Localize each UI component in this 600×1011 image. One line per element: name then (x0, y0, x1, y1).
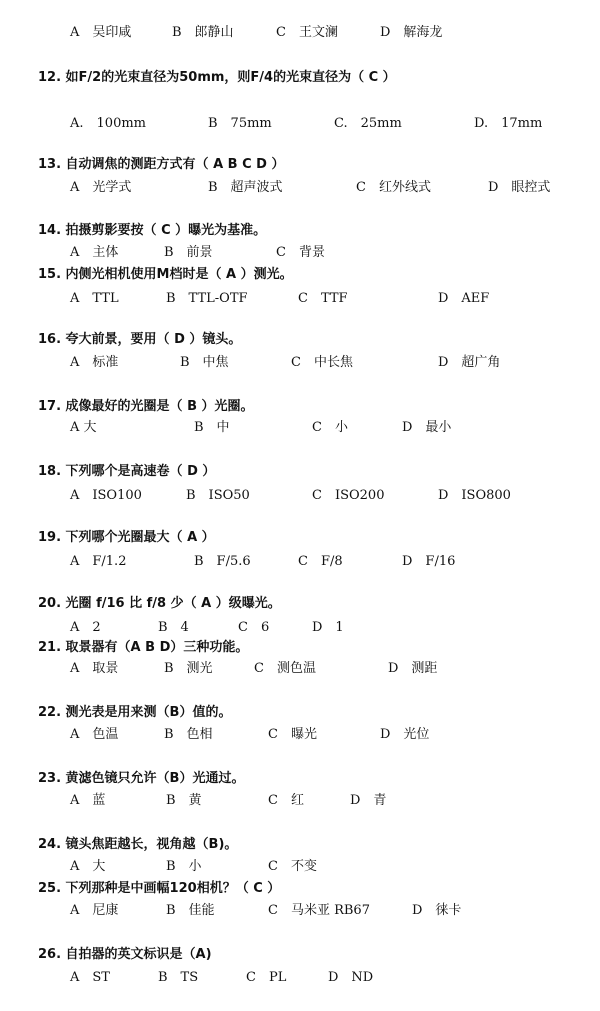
option-a: A 2 (70, 620, 101, 635)
option-b: B 小 (166, 859, 202, 874)
option-a: A. 100mm (70, 116, 146, 131)
options-row (0, 241, 600, 259)
question-26: 26. 自拍器的英文标识是（A) (38, 947, 212, 962)
option-c: C 马米亚 RB67 (268, 903, 370, 918)
option-c: C. 25mm (334, 116, 402, 131)
question-25: 25. 下列那种是中画幅120相机？（ C ） (38, 881, 281, 896)
question-12: 12. 如F/2的光束直径为50mm，则F/4的光束直径为（ C ） (38, 70, 396, 85)
option-c: C PL (246, 970, 287, 985)
option-a: A 大 (70, 420, 97, 435)
question-23: 23. 黄滤色镜只允许（B）光通过。 (38, 771, 245, 786)
option-d: D 最小 (402, 420, 452, 435)
option-a: A 吴印咸 (70, 25, 132, 40)
question-14: 14. 拍摄剪影要按（ C ）曝光为基准。 (38, 223, 267, 238)
option-c: C ISO200 (312, 488, 385, 503)
question-24: 24. 镜头焦距越长，视角越（B)。 (38, 837, 238, 852)
option-c: C 红外线式 (356, 180, 431, 195)
options-row (0, 966, 600, 984)
option-b: B 75mm (208, 116, 272, 131)
options-row (0, 550, 600, 568)
option-b: B 中 (194, 420, 230, 435)
options-row (0, 176, 600, 194)
options-row (0, 855, 600, 873)
question-19: 19. 下列哪个光圈最大（ A ） (38, 530, 215, 545)
option-b: B 中焦 (180, 355, 229, 370)
question-17: 17. 成像最好的光圈是（ B ）光圈。 (38, 399, 254, 414)
options-row (0, 789, 600, 807)
option-c: C 背景 (276, 245, 325, 260)
options-row (0, 416, 600, 434)
options-row (0, 351, 600, 369)
option-c: C 红 (268, 793, 304, 808)
option-c: C 测色温 (254, 661, 316, 676)
option-d: D ISO800 (438, 488, 511, 503)
options-row (0, 899, 600, 917)
option-a: A F/1.2 (70, 554, 127, 569)
option-d: D AEF (438, 291, 490, 306)
question-22: 22. 测光表是用来测（B）值的。 (38, 705, 232, 720)
question-21: 21. 取景器有（A B D）三种功能。 (38, 640, 249, 655)
option-b: B 测光 (164, 661, 213, 676)
option-a: A 大 (70, 859, 106, 874)
option-a: A 尼康 (70, 903, 119, 918)
question-13: 13. 自动调焦的测距方式有（ A B C D ） (38, 157, 285, 172)
option-d: D 超广角 (438, 355, 501, 370)
option-a: A 光学式 (70, 180, 132, 195)
option-a: A TTL (70, 291, 119, 306)
options-row (0, 287, 600, 305)
option-a: A ST (70, 970, 110, 985)
option-d: D 测距 (388, 661, 438, 676)
option-a: A 色温 (70, 727, 119, 742)
option-d: D. 17mm (474, 116, 543, 131)
option-c: C 中长焦 (291, 355, 353, 370)
option-c: C 不变 (268, 859, 317, 874)
options-row (0, 21, 600, 39)
option-b: B 郎静山 (172, 25, 234, 40)
option-c: C 王文澜 (276, 25, 338, 40)
option-b: B 超声波式 (208, 180, 283, 195)
question-20: 20. 光圈 f/16 比 f/8 少（ A ）级曝光。 (38, 596, 281, 611)
option-b: B F/5.6 (194, 554, 251, 569)
option-c: C 6 (238, 620, 270, 635)
options-row (0, 484, 600, 502)
options-row (0, 657, 600, 675)
option-d: D 光位 (380, 727, 430, 742)
option-d: D F/16 (402, 554, 456, 569)
option-d: D 青 (350, 793, 387, 808)
option-d: D 1 (312, 620, 344, 635)
option-b: B TS (158, 970, 199, 985)
options-row (0, 616, 600, 634)
question-16: 16. 夸大前景，要用（ D ）镜头。 (38, 332, 242, 347)
option-a: A 取景 (70, 661, 119, 676)
options-row (0, 723, 600, 741)
option-a: A 蓝 (70, 793, 106, 808)
option-a: A 标准 (70, 355, 119, 370)
option-b: B 佳能 (166, 903, 215, 918)
option-b: B 色相 (164, 727, 213, 742)
option-a: A 主体 (70, 245, 119, 260)
option-c: C 小 (312, 420, 348, 435)
option-c: C 曝光 (268, 727, 317, 742)
option-d: D 徕卡 (412, 903, 462, 918)
question-15: 15. 内侧光相机使用M档时是（ A ）测光。 (38, 267, 293, 282)
option-b: B 前景 (164, 245, 213, 260)
option-a: A ISO100 (70, 488, 142, 503)
options-row (0, 112, 600, 130)
option-d: D 解海龙 (380, 25, 443, 40)
option-b: B 4 (158, 620, 189, 635)
option-d: D 眼控式 (488, 180, 551, 195)
option-b: B ISO50 (186, 488, 250, 503)
option-d: D ND (328, 970, 374, 985)
option-c: C TTF (298, 291, 348, 306)
option-b: B TTL-OTF (166, 291, 248, 306)
question-18: 18. 下列哪个是高速卷（ D ） (38, 464, 216, 479)
option-c: C F/8 (298, 554, 343, 569)
option-b: B 黄 (166, 793, 202, 808)
